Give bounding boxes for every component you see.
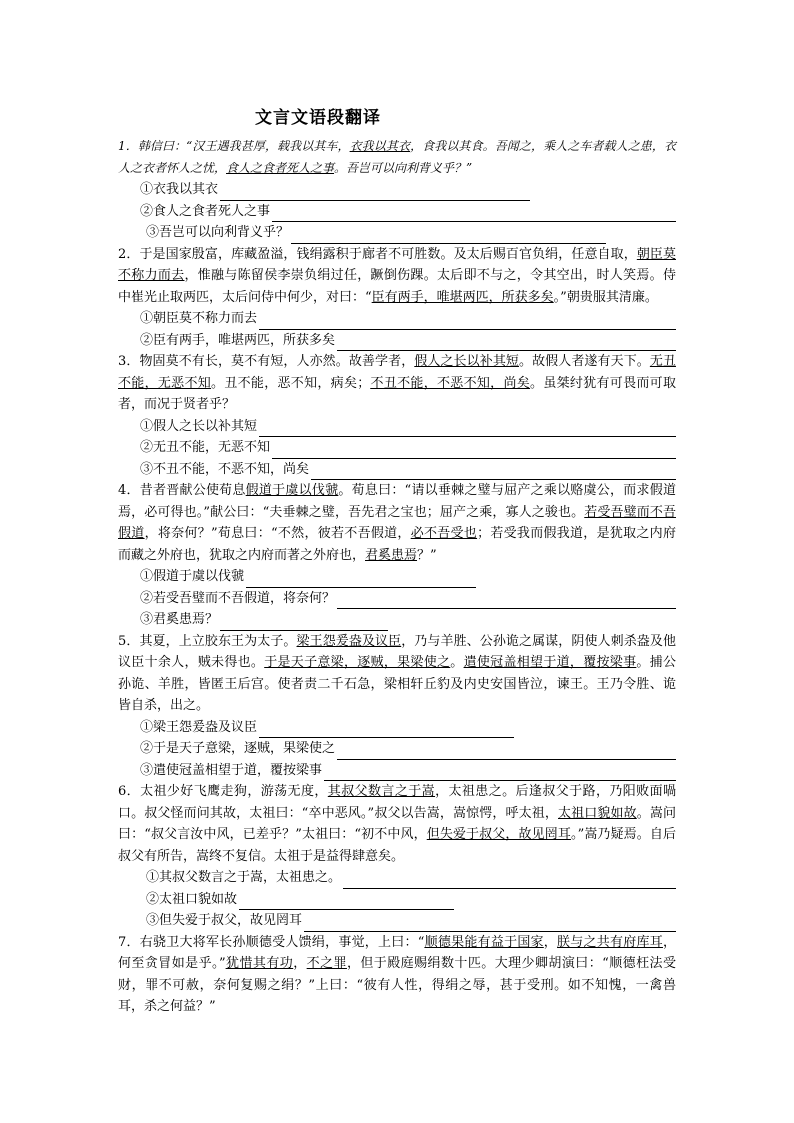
question-3-item-1: ①假人之长以补其短 [118, 416, 676, 438]
question-5-item-1: ①梁王怨爰盎及议臣 [118, 717, 676, 739]
question-2-item-1: ①朝臣莫不称力而去 [118, 308, 676, 330]
question-1-item-3: ③吾岂可以向利背义乎？ [118, 222, 676, 244]
answer-line[interactable] [239, 894, 454, 910]
question-3-passage: 3．物固莫不有长，莫不有短，人亦然。故善学者，假人之长以补其短。故假人者遂有天下。无丑不能，无恶不知。丑不能，恶不知，病矣；不丑不能，不恶不知，尚矣。虽桀纣犹有可畏而可取者，而况于贤者乎？ [118, 354, 676, 412]
question-1-item-2: ②食人之食者死人之事 [118, 201, 676, 223]
question-4-passage: 4．昔者晋献公使荀息假道于虞以伐虢。荀息曰：“请以垂棘之璧与屈产之乘以赂虞公，而求假道焉，必可得也。”献公曰：“夫垂棘之璧，吾先君之宝也；屈产之乘，寡人之骏也。若受吾璧而不吾假道，将奈何？”荀息曰：“不然，彼若不吾假道，必不吾受也；若受我而假我道，是犹取之内府而藏之外府也，犹取之内府而著之外府也，君奚患焉？” [118, 483, 676, 563]
question-7-passage: 7．右骁卫大将军长孙顺德受人馈绢，事觉，上曰：“顺德果能有益于国家，朕与之共有府库耳，何至贪冒如是乎。”犹惜其有功，不之罪，但于殿庭赐绢数十匹。大理少卿胡演曰：“顺德枉法受财，罪不可赦，奈何复赐之绢？”上曰：“彼有人性，得绢之辱，甚于受刑。如不知愧，一禽兽耳，杀之何益？” [118, 934, 676, 1014]
answer-line[interactable] [337, 593, 676, 609]
underlined-phrase: 太祖口貌如故 [558, 805, 637, 821]
answer-line[interactable] [246, 572, 476, 588]
answer-line[interactable] [259, 421, 676, 437]
question-6-item-2: ②太祖口貌如故 [118, 889, 676, 911]
worksheet-content [118, 136, 676, 1018]
answer-line[interactable] [272, 206, 676, 222]
answer-line[interactable] [220, 185, 530, 201]
passage-text: 1．韩信曰：“汉王遇我甚厚，载我以其车， [118, 139, 350, 153]
underlined-phrase: 若受吾璧而不吾假道 [118, 504, 676, 541]
question-5-item-2: ②于是天子意梁，逐贼，果梁使之 [118, 738, 676, 760]
question-5-item-3: ③遣使冠盖相望于道，覆按梁事 [118, 760, 676, 782]
answer-line[interactable] [311, 464, 676, 480]
question-2-item-2: ②臣有两手，唯堪两匹，所获多矣 [118, 330, 676, 352]
question-4-item-1: ①假道于虞以伐虢 [118, 566, 676, 588]
passage-text: ，食我以其食。吾闻之，乘人之车者载人之患，衣人之衣者怀人之忧， [118, 139, 676, 175]
answer-line[interactable] [337, 335, 676, 351]
underlined-phrase: 朝臣莫不称力而去 [118, 246, 676, 283]
underlined-phrase: 假人之长以补其短 [414, 354, 519, 369]
question-2-passage: 2．于是国家殷富，库藏盈溢，钱绢露积于廊者不可胜数。及太后赐百官负绢，任意自取，朝臣莫不称力而去，惟融与陈留侯李崇负绢过任，蹶倒伤踝。太后即不与之，令其空出，时人笑焉。侍中崔光止取两匹，太后问侍中何少，对曰：“臣有两手，唯堪两匹，所获多矣。”朝贵服其清廉。 [118, 246, 676, 305]
underlined-phrase: 假道于虞以伐虢 [245, 483, 339, 498]
underlined-phrase: 必不吾受也 [410, 526, 478, 541]
question-3-item-2: ②无丑不能，无恶不知 [118, 437, 676, 459]
answer-line[interactable] [343, 873, 676, 889]
passage-text: 。吾岂可以向利背义乎？” [334, 160, 473, 175]
answer-line[interactable] [291, 228, 606, 244]
question-4-item-3: ③君奚患焉？ [118, 609, 676, 631]
question-6-item-1: ①其叔父数言之于嵩，太祖患之。 [118, 867, 676, 889]
answer-line[interactable] [324, 765, 676, 781]
underlined-phrase: 于是天子意梁，逐贼，果梁使之 [264, 655, 451, 670]
question-1-item-1: ①衣我以其衣 [118, 179, 676, 201]
question-4-item-2: ②若受吾璧而不吾假道，将奈何？ [118, 588, 676, 610]
question-6-passage: 6．太祖少好飞鹰走狗，游荡无度，其叔父数言之于嵩，太祖患之。后逢叔父于路，乃阳败面喎口。叔父怪而问其故，太祖曰：“卒中恶风。”叔父以告嵩，嵩惊愕，呼太祖，太祖口貌如故。嵩问曰：“叔父言汝中风，已差乎？”太祖曰：“初不中风，但失爱于叔父，故见罔耳。”嵩乃疑焉。自后叔父有所告，嵩终不复信。太祖于是益得肆意矣。 [118, 784, 676, 864]
underlined-phrase: 不之罪 [306, 956, 347, 971]
underlined-phrase: 遣使冠盖相望于道，覆按梁事 [463, 655, 637, 670]
answer-line[interactable] [220, 615, 388, 631]
question-3-item-3: ③不丑不能，不恶不知，尚矣 [118, 459, 676, 481]
underlined-phrase: 衣我以其衣 [349, 139, 411, 153]
underlined-phrase: 食人之食者死人之事 [226, 160, 335, 175]
underlined-phrase: 无丑不能，无恶不知 [118, 354, 676, 391]
answer-line[interactable] [337, 744, 676, 760]
answer-line[interactable] [304, 916, 676, 932]
answer-line[interactable] [272, 443, 676, 459]
underlined-phrase: 君奚患焉 [365, 547, 418, 563]
underlined-phrase: 朕与之共有府库耳 [557, 934, 663, 950]
question-5-passage: 5．其夏，上立胶东王为太子。梁王怨爰盎及议臣，乃与羊胜、公孙诡之属谋，阴使人刺杀盎及他议臣十余人，贼未得也。于是天子意梁，逐贼，果梁使之。遣使冠盖相望于道，覆按梁事。捕公孙诡、羊胜，皆匿王后宫。使者责二千石急，梁相轩丘豹及内史安国皆泣，谏王。王乃令胜、诡皆自杀，出之。 [118, 633, 676, 713]
underlined-phrase: 但失爱于叔父，故见罔耳 [426, 827, 571, 842]
question-6-item-3: ③但失爱于叔父，故见罔耳 [118, 910, 676, 932]
answer-line[interactable] [259, 722, 514, 738]
underlined-phrase: 臣有两手，唯堪两匹，所获多矣 [371, 289, 554, 305]
underlined-phrase: 犹惜其有功 [225, 956, 294, 971]
question-1-passage [118, 136, 676, 179]
page-title: 文言文语段翻译 [255, 108, 381, 128]
underlined-phrase: 顺德果能有益于国家 [424, 934, 544, 950]
underlined-phrase: 不丑不能，不恶不知，尚矣 [370, 375, 531, 391]
answer-line[interactable] [259, 314, 676, 330]
underlined-phrase: 梁王怨爰盎及议臣 [296, 633, 402, 649]
underlined-phrase: 其叔父数言之于嵩 [327, 784, 436, 799]
